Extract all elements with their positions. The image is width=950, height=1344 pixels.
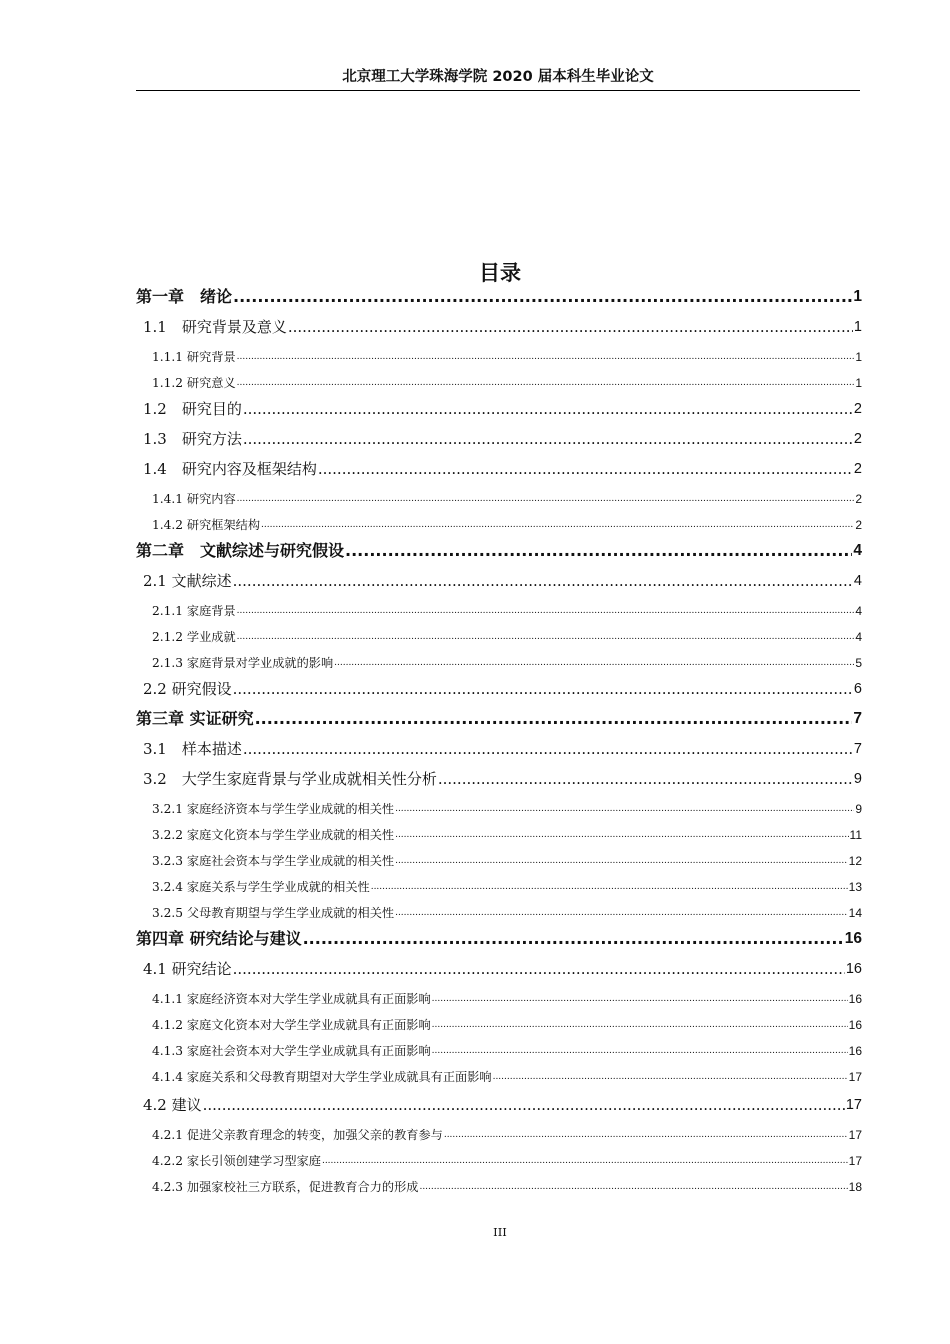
- toc-entry-label: 4.1.1 家庭经济资本对大学生学业成就具有正面影响: [152, 992, 431, 1006]
- dot-leader: [493, 1068, 848, 1086]
- toc-entry-page: 16: [845, 961, 862, 977]
- dot-leader: [233, 678, 853, 700]
- toc-entry-label: 2.1.3 家庭背景对学业成就的影响: [152, 656, 334, 670]
- toc-entry-label: 3.2.5 父母教育期望与学生学业成就的相关性: [152, 906, 395, 920]
- toc-entry-level-3[interactable]: [152, 348, 862, 366]
- toc-entry-page: 1: [855, 376, 862, 390]
- toc-entry-level-1[interactable]: [136, 708, 862, 730]
- toc-entry-level-3[interactable]: [152, 878, 862, 896]
- toc-entry-level-2[interactable]: [143, 678, 862, 700]
- toc-entry-page: 4: [853, 573, 862, 589]
- dot-leader: [438, 768, 853, 790]
- dot-leader: [432, 1016, 848, 1034]
- toc-entry-level-2[interactable]: [143, 570, 862, 592]
- dot-leader: [395, 800, 854, 818]
- toc-entry-label: 1.4 研究内容及框架结构: [143, 460, 317, 478]
- toc-entry-level-3[interactable]: [152, 628, 862, 646]
- toc-entry-label: 3.2.3 家庭社会资本与学生学业成就的相关性: [152, 854, 395, 868]
- toc-entry-label: 4.1 研究结论: [143, 960, 232, 978]
- toc-entry-page: 11: [849, 828, 862, 842]
- toc-entry-label: 4.2.2 家长引领创建学习型家庭: [152, 1154, 321, 1168]
- toc-entry-page: 17: [848, 1154, 862, 1168]
- toc-entry-label: 3.1 样本描述: [143, 740, 242, 758]
- toc-entry-label: 2.1 文献综述: [143, 572, 232, 590]
- toc-entry-page: 2: [855, 518, 862, 532]
- toc-entry-label: 2.1.2 学业成就: [152, 630, 236, 644]
- dot-leader: [237, 602, 855, 620]
- toc-entry-label: 1.2 研究目的: [143, 400, 242, 418]
- dot-leader: [371, 878, 848, 896]
- toc-entry-page: 6: [853, 681, 862, 697]
- dot-leader: [419, 1178, 847, 1196]
- toc-entry-label: 4.1.4 家庭关系和父母教育期望对大学生学业成就具有正面影响: [152, 1070, 492, 1084]
- toc-entry-label: 2.2 研究假设: [143, 680, 232, 698]
- toc-entry-level-3[interactable]: [152, 1016, 862, 1034]
- toc-entry-level-3[interactable]: [152, 904, 862, 922]
- toc-entry-level-2[interactable]: [143, 958, 862, 980]
- toc-entry-level-3[interactable]: [152, 1178, 862, 1196]
- toc-entry-label: 1.4.1 研究内容: [152, 492, 236, 506]
- dot-leader: [432, 990, 848, 1008]
- dot-leader: [432, 1042, 848, 1060]
- toc-entry-page: 17: [848, 1128, 862, 1142]
- dot-leader: [237, 374, 855, 392]
- dot-leader: [237, 628, 855, 646]
- toc-entry-page: 13: [848, 880, 862, 894]
- dot-leader: [243, 428, 853, 450]
- dot-leader: [395, 904, 848, 922]
- toc-entry-label: 3.2.4 家庭关系与学生学业成就的相关性: [152, 880, 370, 894]
- toc-title: 目录: [479, 261, 521, 285]
- toc-entry-label: 3.2.2 家庭文化资本与学生学业成就的相关性: [152, 828, 395, 842]
- toc-entry-level-3[interactable]: [152, 374, 862, 392]
- dot-leader: [288, 316, 853, 338]
- toc-entry-label: 4.2.1 促进父亲教育理念的转变，加强父亲的教育参与: [152, 1128, 443, 1142]
- toc-entry-label: 第三章 实证研究: [136, 709, 254, 728]
- toc-entry-level-3[interactable]: [152, 602, 862, 620]
- toc-entry-page: 2: [853, 431, 862, 447]
- toc-entry-level-3[interactable]: [152, 852, 862, 870]
- toc-entry-label: 第四章 研究结论与建议: [136, 929, 302, 948]
- toc-entry-level-3[interactable]: [152, 800, 862, 818]
- dot-leader: [237, 348, 855, 366]
- toc-entry-page: 2: [855, 492, 862, 506]
- toc-entry-page: 16: [848, 992, 862, 1006]
- toc-entry-label: 4.2.3 加强家校社三方联系，促进教育合力的形成: [152, 1180, 419, 1194]
- toc-entry-page: 4: [853, 542, 862, 559]
- dot-leader: [255, 708, 853, 730]
- toc-entry-label: 1.1 研究背景及意义: [143, 318, 287, 336]
- dot-leader: [444, 1126, 848, 1144]
- dot-leader: [243, 738, 853, 760]
- toc-entry-level-3[interactable]: [152, 1068, 862, 1086]
- toc-entry-level-3[interactable]: [152, 1042, 862, 1060]
- toc-entry-label: 1.3 研究方法: [143, 430, 242, 448]
- dot-leader: [233, 570, 853, 592]
- toc-entry-level-2[interactable]: [143, 398, 862, 420]
- toc-entry-level-2[interactable]: [143, 316, 862, 338]
- toc-entry-label: 3.2 大学生家庭背景与学业成就相关性分析: [143, 770, 437, 788]
- dot-leader: [233, 286, 852, 308]
- toc-entry-page: 2: [853, 461, 862, 477]
- toc-entry-label: 第二章 文献综述与研究假设: [136, 541, 345, 560]
- toc-entry-page: 1: [855, 350, 862, 364]
- toc-entry-page: 7: [853, 741, 862, 757]
- dot-leader: [318, 458, 853, 480]
- toc-entry-label: 4.1.2 家庭文化资本对大学生学业成就具有正面影响: [152, 1018, 431, 1032]
- toc-entry-page: 7: [853, 710, 862, 727]
- toc-entry-level-3[interactable]: [152, 990, 862, 1008]
- dot-leader: [395, 852, 848, 870]
- page-number: III: [493, 1225, 507, 1239]
- toc-entry-level-3[interactable]: [152, 1126, 862, 1144]
- toc-entry-level-3[interactable]: [152, 490, 862, 508]
- toc-entry-label: 1.1.1 研究背景: [152, 350, 236, 364]
- toc-entry-page: 9: [853, 771, 862, 787]
- toc-entry-label: 3.2.1 家庭经济资本与学生学业成就的相关性: [152, 802, 395, 816]
- toc-entry-label: 第一章 绪论: [136, 287, 233, 306]
- toc-entry-page: 12: [848, 854, 862, 868]
- toc-entry-page: 16: [848, 1044, 862, 1058]
- toc-entry-label: 2.1.1 家庭背景: [152, 604, 236, 618]
- dot-leader: [237, 490, 855, 508]
- toc-entry-page: 14: [848, 906, 862, 920]
- dot-leader: [233, 958, 845, 980]
- toc-entry-level-2[interactable]: [143, 738, 862, 760]
- toc-entry-page: 17: [845, 1097, 862, 1113]
- toc-entry-level-2[interactable]: [143, 768, 862, 790]
- toc-entry-label: 1.1.2 研究意义: [152, 376, 236, 390]
- toc-entry-page: 9: [855, 802, 862, 816]
- toc-entry-level-1[interactable]: [136, 928, 862, 950]
- toc-entry-level-3[interactable]: [152, 826, 862, 844]
- toc-entry-page: 16: [844, 930, 862, 947]
- toc-entry-page: 5: [855, 656, 862, 670]
- running-header: 北京理工大学珠海学院 2020 届本科生毕业论文: [342, 69, 654, 85]
- toc-entry-level-2[interactable]: [143, 428, 862, 450]
- toc-entry-label: 1.4.2 研究框架结构: [152, 518, 261, 532]
- toc-entry-page: 1: [853, 319, 862, 335]
- toc-entry-page: 16: [848, 1018, 862, 1032]
- dot-leader: [322, 1152, 848, 1170]
- dot-leader: [345, 540, 852, 562]
- dot-leader: [243, 398, 853, 420]
- toc-entry-page: 1: [853, 288, 862, 305]
- toc-entry-level-3[interactable]: [152, 654, 862, 672]
- dot-leader: [395, 826, 848, 844]
- toc-entry-level-1[interactable]: [136, 540, 862, 562]
- toc-entry-level-3[interactable]: [152, 1152, 862, 1170]
- toc-entry-page: 18: [848, 1180, 862, 1194]
- toc-entry-level-2[interactable]: [143, 1094, 862, 1116]
- toc-entry-label: 4.1.3 家庭社会资本对大学生学业成就具有正面影响: [152, 1044, 431, 1058]
- dot-leader: [261, 516, 854, 534]
- toc-entry-level-3[interactable]: [152, 516, 862, 534]
- dot-leader: [203, 1094, 845, 1116]
- toc-entry-page: 2: [853, 401, 862, 417]
- dot-leader: [303, 928, 844, 950]
- toc-entry-level-2[interactable]: [143, 458, 862, 480]
- toc-entry-page: 4: [855, 604, 862, 618]
- toc-entry-label: 4.2 建议: [143, 1096, 202, 1114]
- dot-leader: [334, 654, 854, 672]
- toc-entry-page: 4: [855, 630, 862, 644]
- toc-entry-page: 17: [848, 1070, 862, 1084]
- toc-entry-level-1[interactable]: [136, 286, 862, 308]
